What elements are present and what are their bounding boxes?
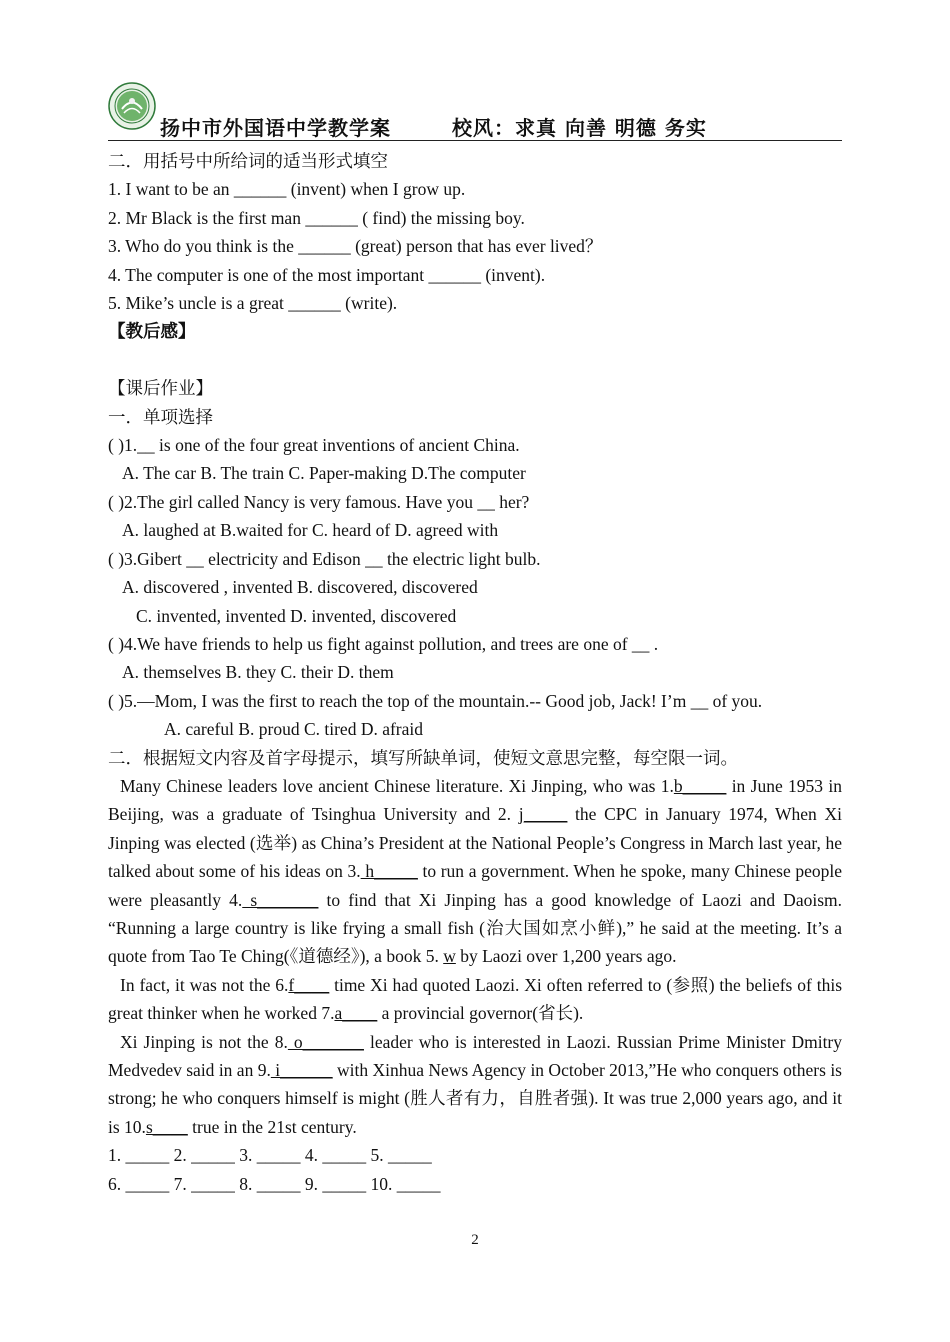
- school-name: 扬中市外国语中学教学案: [160, 116, 391, 140]
- blank-line: [108, 346, 842, 374]
- answer-line-1: 1. _____ 2. _____ 3. _____ 4. _____ 5. _____: [108, 1145, 432, 1166]
- school-logo-icon: [108, 82, 156, 130]
- passage-text: Xi Jinping is not the 8.: [120, 1031, 288, 1052]
- blank-8: o_______: [287, 1031, 364, 1052]
- blank-4: s_______: [242, 889, 319, 910]
- passage-text: In fact, it was not the 6.: [120, 974, 289, 995]
- passage-text: in June 1953 in Beijing, was a graduate of Tsinghua University and 2.: [108, 775, 842, 825]
- answer-line-2: 6. _____ 7. _____ 8. _____ 9. _____ 10. _____: [108, 1173, 441, 1194]
- blank-9: i______: [270, 1060, 333, 1080]
- passage-text: by Laozi over 1,200 years ago.: [455, 946, 677, 967]
- cloze-section-title: 二．根据短文内容及首字母提示，填写所缺单词，使短文意思完整，每空限一词。: [108, 747, 738, 768]
- mc-question-2: ( )2.The girl called Nancy is very famous. Have you __ her?: [108, 491, 530, 512]
- passage-text: a provincial governor(省长).: [377, 1003, 584, 1024]
- blank-3: h_____: [360, 861, 418, 882]
- blank-5: w: [443, 946, 456, 967]
- fill-item-3: 3. Who do you think is the ______ (great) person that has ever lived？: [108, 236, 603, 257]
- mc-options-2: A. laughed at B.waited for C. heard of D. agreed with: [122, 520, 499, 541]
- blank-1: b_____: [673, 775, 727, 796]
- mc-options-5: A. careful B. proud C. tired D. afraid: [164, 719, 424, 740]
- homework-heading: 【课后作业】: [108, 378, 213, 399]
- mc-question-3: ( )3.Gibert __ electricity and Edison __ the electric light bulb.: [108, 548, 541, 569]
- reflection-heading: 【教后感】: [108, 321, 196, 342]
- passage-paragraph-3: [108, 1028, 842, 1142]
- passage-text: the CPC in January 1974, When Xi Jinping was elected (选举) as China’s President at the National People’s Congress in March last year, he talked about some of his ideas on 3.: [108, 804, 842, 882]
- passage-text: time Xi had quoted Laozi. Xi often referred to (参照) the beliefs of this great thinker when he worked 7.: [108, 974, 843, 1024]
- mc-options-1: A. The car B. The train C. Paper-making D.The computer: [122, 463, 526, 484]
- mc-options-3b: C. invented, invented D. invented, discovered: [136, 605, 457, 626]
- passage-text: leader who is interested in Laozi. Russian Prime Minister Dmitry Medvedev said in an 9.: [108, 1031, 843, 1080]
- fill-item-1: 1. I want to be an ______ (invent) when I grow up.: [108, 179, 466, 200]
- blank-6: f____: [288, 974, 330, 995]
- mc-options-4: A. themselves B. they C. their D. them: [122, 662, 394, 683]
- mc-question-4: ( )4.We have friends to help us fight against pollution, and trees are one of __ .: [108, 633, 659, 654]
- blank-10: s____: [145, 1116, 188, 1137]
- document-body: [108, 147, 842, 1198]
- mc-options-3a: A. discovered , invented B. discovered, discovered: [122, 577, 478, 598]
- blank-7: a____: [334, 1003, 378, 1024]
- mc-section-title: 一．单项选择: [108, 406, 213, 427]
- passage-text: to run a government. When he spoke, many Chinese people were pleasantly 4.: [108, 861, 843, 910]
- fill-item-4: 4. The computer is one of the most important ______ (invent).: [108, 264, 546, 285]
- page-header: [108, 80, 842, 141]
- mc-question-5: ( )5.—Mom, I was the first to reach the top of the mountain.-- Good job, Jack! I’m __ of you.: [108, 690, 763, 711]
- passage-text: to find that Xi Jinping has a good knowledge of Laozi and Daoism. “Running a large country is like frying a small fish (治大国如烹小鲜),” he said at the meeting. It’s a quote from Tao Te Ching(《道德经》), a book 5.: [108, 889, 842, 967]
- fill-item-2: 2. Mr Black is the first man ______ ( find) the missing boy.: [108, 207, 525, 228]
- blank-2: j_____: [518, 804, 568, 825]
- fill-section-title: 二．用括号中所给词的适当形式填空: [108, 151, 388, 171]
- fill-item-5: 5. Mike’s uncle is a great ______ (write).: [108, 293, 398, 314]
- page-number: 2: [471, 1232, 479, 1248]
- passage-text: Many Chinese leaders love ancient Chinese literature. Xi Jinping, who was 1.: [120, 775, 674, 796]
- school-motto: 校风：求真 向善 明德 务实: [452, 116, 707, 140]
- passage-paragraph-1: [108, 772, 842, 971]
- passage-text: true in the 21st century.: [187, 1116, 357, 1137]
- passage-text: with Xinhua News Agency in October 2013,”He who conquers others is strong; he who conquers himself is might (胜人者有力，自胜者强). It was true 2,000 years ago, and it is 10.: [108, 1060, 842, 1137]
- mc-question-1: ( )1.__ is one of the four great inventions of ancient China.: [108, 435, 520, 456]
- passage-paragraph-2: [108, 971, 842, 1028]
